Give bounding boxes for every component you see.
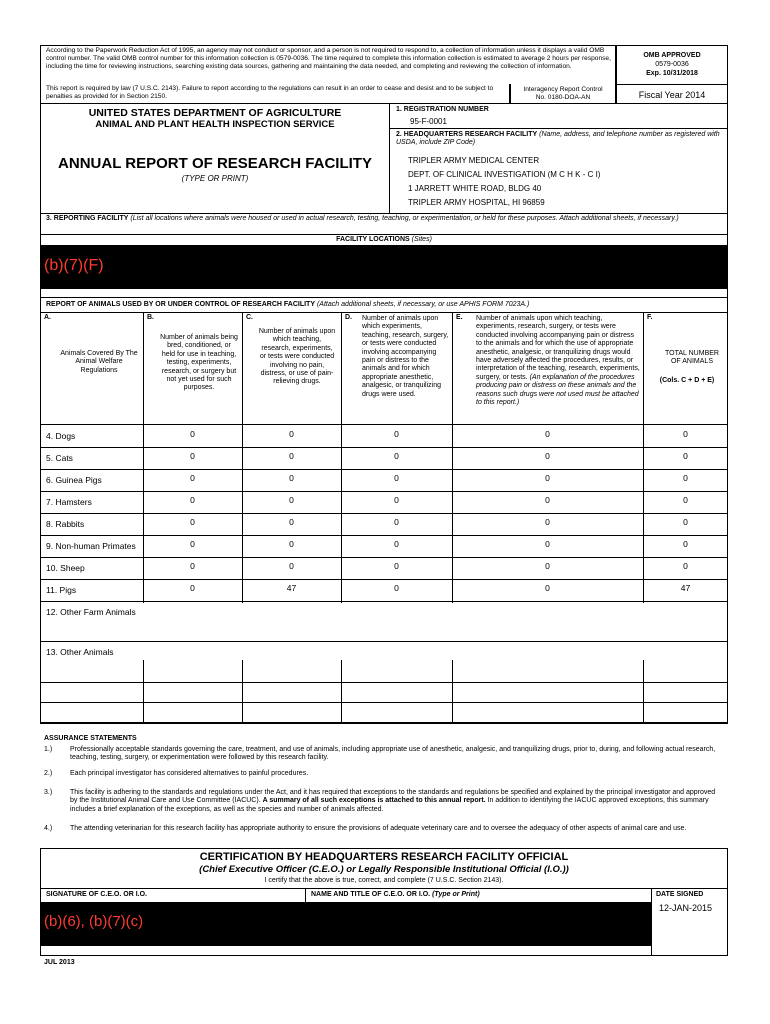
col-divider: [143, 660, 144, 723]
omb-title: OMB APPROVED: [643, 52, 701, 59]
cell-c: 0: [289, 495, 294, 505]
assurance-3-num: 3.): [44, 789, 53, 796]
row-label: 10. Sheep: [46, 563, 85, 573]
cell-b: 0: [190, 517, 195, 527]
hq-line-3: 1 JARRETT WHITE ROAD, BLDG 40: [408, 184, 542, 193]
cell-b: 0: [190, 495, 195, 505]
row-label: 12. Other Farm Animals: [46, 607, 136, 617]
reporting-facility-note: (List all locations where animals were housed or used in actual research, testing, teaching, or experimentation, or held for these purposes. Attach additional sheets, if necessary.): [130, 215, 679, 222]
row-label: 4. Dogs: [46, 431, 76, 441]
col-e-text: Number of animals upon which teaching, experiments, research, surgery, or tests were conducted involving accompanying pain or distress to the animals and for which the use of appropriate anesthetic, analgesic, or tranquilizing drugs would have adversely affected the procedures, results, or interpretation of the teaching, research, experiments, surgery, or tests.: [476, 315, 640, 381]
cell-b: 0: [190, 583, 195, 593]
cell-f: 47: [680, 583, 691, 593]
interagency-label: Interagency Report Control: [523, 86, 603, 93]
cell-d: 0: [394, 561, 399, 571]
law-notice: This report is required by law (7 U.S.C. 2143). Failure to report according to the regulations can result in an order to cease and desist and to be subject to penalties as provided for in Section 2150.: [46, 85, 494, 100]
cell-d: 0: [394, 473, 399, 483]
cell-f: 0: [683, 539, 688, 549]
facility-locations-heading: [40, 236, 728, 244]
row-divider: [40, 601, 728, 602]
assurance-2-text: Each principal investigator has considered alternatives to painful procedures.: [70, 770, 309, 777]
col-e-header: [476, 315, 640, 407]
cell-d: 0: [394, 451, 399, 461]
assurance-1-text: Professionally acceptable standards governing the care, treatment, and use of animals, including appropriate use of anesthetic, analgesic, and tranquilizing drugs, prior to, during, and following actual research, teaching, testing, surgery, or experimentation were followed by this research facility.: [70, 746, 716, 762]
omb-number: 0579-0036: [655, 61, 689, 68]
row-divider: [40, 447, 728, 448]
cell-f: 0: [683, 561, 688, 571]
cell-d: 0: [394, 495, 399, 505]
registration-label: 1. REGISTRATION NUMBER: [396, 106, 489, 113]
facility-locations-sites: (Sites): [411, 236, 432, 243]
row-divider: [40, 557, 728, 558]
cell-c: 0: [289, 429, 294, 439]
cell-f: 0: [683, 495, 688, 505]
date-signed-value: 12-JAN-2015: [659, 903, 713, 913]
cell-e: 0: [545, 451, 550, 461]
col-a-letter: A.: [44, 314, 51, 321]
cell-f: 0: [683, 451, 688, 461]
cell-f: 0: [683, 473, 688, 483]
form-revision-date: JUL 2013: [44, 959, 75, 966]
cell-b: 0: [190, 451, 195, 461]
hq-label-block: [396, 131, 722, 148]
row-label: 5. Cats: [46, 453, 73, 463]
hq-label: 2. HEADQUARTERS RESEARCH FACILITY: [396, 131, 538, 138]
animals-title: REPORT OF ANIMALS USED BY OR UNDER CONTROL OF RESEARCH FACILITY: [46, 301, 315, 308]
cell-f: 0: [683, 517, 688, 527]
row-divider: [40, 723, 728, 724]
row-label: 11. Pigs: [46, 585, 77, 595]
interagency-number: No. 0180-DOA-AN: [535, 94, 591, 101]
col-e-italic: (An explanation of the procedures producing pain or distress on these animals and the reasons such drugs were not used must be attached to this report.): [476, 373, 639, 407]
divider: [651, 888, 652, 956]
assurance-3-c: In addition to identifying the IACUC approved exceptions, this summary includes a brief explanation of the exceptions, as well as the species and number of animals affected.: [70, 797, 709, 813]
cell-c: 0: [289, 561, 294, 571]
divider: [616, 84, 728, 85]
fiscal-year: Fiscal Year 2014: [638, 90, 706, 100]
facility-locations-redaction: [40, 245, 728, 289]
assurance-3-text: [70, 789, 724, 814]
row-divider: [40, 579, 728, 580]
facility-locations-label: FACILITY LOCATIONS: [336, 236, 410, 243]
cell-c: 0: [289, 473, 294, 483]
col-c-header: Number of animals upon which teaching, research, experiments, or tests were conducted involving no pain, distress, or use of pain-relieving drugs.: [258, 328, 336, 386]
name-title-label-block: [311, 891, 480, 899]
signature-label: SIGNATURE OF C.E.O. OR I.O.: [46, 891, 147, 898]
divider: [40, 424, 728, 425]
name-title-label: NAME AND TITLE OF C.E.O. OR I.O.: [311, 891, 431, 898]
cell-e: 0: [545, 561, 550, 571]
divider: [40, 888, 728, 889]
omb-expiration: Exp. 10/31/2018: [646, 70, 698, 77]
col-a-header: Animals Covered By The Animal Welfare Regulations: [60, 350, 138, 374]
certification-title: CERTIFICATION BY HEADQUARTERS RESEARCH FACILITY OFFICIAL: [199, 851, 569, 863]
divider: [305, 888, 306, 902]
cell-e: 0: [545, 429, 550, 439]
col-divider: [452, 660, 453, 723]
form-title: ANNUAL REPORT OF RESEARCH FACILITY: [58, 155, 372, 172]
cell-f: 0: [683, 429, 688, 439]
col-d-header: Number of animals upon which experiments, teaching, research, surgery, or tests were conducted involving accompanying pain or distress to the animals and for which appropriate anesthetic, analgesic, or tranquilizing drugs were used.: [362, 315, 449, 398]
col-f-formula: (Cols. C + D + E): [659, 377, 715, 384]
certification-statement: I certify that the above is true, correct, and complete (7 U.S.C. Section 2143).: [264, 877, 504, 884]
assurance-title: ASSURANCE STATEMENTS: [44, 735, 137, 742]
row-divider: [40, 513, 728, 514]
cell-e: 0: [545, 495, 550, 505]
col-b-letter: B.: [147, 314, 154, 321]
cell-d: 0: [394, 517, 399, 527]
animals-table-title: [46, 301, 722, 309]
col-divider: [242, 660, 243, 723]
col-f-letter: F.: [647, 314, 653, 321]
assurance-4-num: 4.): [44, 825, 53, 832]
cell-d: 0: [394, 583, 399, 593]
cell-c: 0: [289, 517, 294, 527]
hq-line-4: TRIPLER ARMY HOSPITAL, HI 96859: [408, 198, 545, 207]
assurance-2-num: 2.): [44, 770, 53, 777]
cell-c: 47: [286, 583, 297, 593]
date-signed-label: DATE SIGNED: [656, 891, 704, 898]
facility-redaction-code: (b)(7)(F): [44, 257, 104, 274]
certification-subtitle: (Chief Executive Officer (C.E.O.) or Legally Responsible Institutional Official (I.O.)): [199, 864, 569, 875]
registration-number: 95-F-0001: [410, 117, 447, 126]
assurance-4-text: The attending veterinarian for this research facility has appropriate authority to ensure the provisions of adequate veterinary care and to oversee the adequacy of other aspects of animal care and use.: [70, 825, 687, 832]
row-label: 7. Hamsters: [46, 497, 92, 507]
cell-d: 0: [394, 429, 399, 439]
row-divider: [40, 535, 728, 536]
assurance-3-a: This facility is adhering to the standards and regulations under the Act, and it has required that exceptions to the standards and regulations be specified and explained by the principal investigator and approved by the Institutional Animal Care and Use Committee (IACUC).: [70, 789, 716, 805]
cell-e: 0: [545, 539, 550, 549]
animals-title-note: (Attach additional sheets, if necessary, or use APHIS FORM 7023A.): [316, 301, 530, 308]
signature-redaction-code: (b)(6), (b)(7)(c): [44, 913, 144, 930]
cell-b: 0: [190, 473, 195, 483]
cell-c: 0: [289, 539, 294, 549]
row-label: 8. Rabbits: [46, 519, 85, 529]
row-divider: [40, 469, 728, 470]
cell-b: 0: [190, 561, 195, 571]
paperwork-notice: According to the Paperwork Reduction Act of 1995, an agency may not conduct or sponsor, and a person is not required to respond to, a collection of information unless it displays a valid OMB control number. The valid OMB control number for this information collection is 0579-0036. The time required to complete this information collection is estimated to average 2 hours per response, including the time for reviewing instructions, searching existing data sources, gathering and maintaining the data needed, and completing and reviewing the collection of information.: [46, 47, 611, 70]
col-divider: [341, 660, 342, 723]
form-subtitle: (TYPE OR PRINT): [181, 174, 249, 183]
row-label: 9. Non-human Primates: [46, 541, 136, 551]
col-b-header: Number of animals being bred, conditioned, or held for use in teaching, testing, experiments, research, or surgery but not yet used for such purposes.: [160, 334, 238, 392]
hq-line-1: TRIPLER ARMY MEDICAL CENTER: [408, 156, 540, 165]
agency-line1: UNITED STATES DEPARTMENT OF AGRICULTURE: [88, 107, 342, 119]
reporting-facility-text: [46, 215, 722, 223]
name-title-note: (Type or Print): [432, 891, 480, 898]
row-divider: [40, 491, 728, 492]
hq-line-2: DEPT. OF CLINICAL INVESTIGATION (M C H K - C I): [408, 170, 601, 179]
col-d-letter: D.: [345, 314, 352, 321]
reporting-facility-label: 3. REPORTING FACILITY: [46, 215, 129, 222]
col-divider: [643, 660, 644, 723]
row-label: 6. Guinea Pigs: [46, 475, 102, 485]
row-label: 13. Other Animals: [46, 647, 114, 657]
cell-e: 0: [545, 583, 550, 593]
col-f-header: TOTAL NUMBER OF ANIMALS: [665, 350, 719, 366]
cell-b: 0: [190, 429, 195, 439]
col-e-letter: E.: [456, 314, 463, 321]
cell-d: 0: [394, 539, 399, 549]
cell-e: 0: [545, 473, 550, 483]
cell-b: 0: [190, 539, 195, 549]
cell-e: 0: [545, 517, 550, 527]
cell-c: 0: [289, 451, 294, 461]
agency-line2: ANIMAL AND PLANT HEALTH INSPECTION SERVICE: [95, 119, 335, 130]
divider: [40, 234, 728, 235]
row-divider: [40, 641, 728, 642]
col-c-letter: C.: [246, 314, 253, 321]
assurance-1-num: 1.): [44, 746, 53, 753]
assurance-3-b: A summary of all such exceptions is attached to this annual report.: [262, 797, 486, 805]
hq-label-note: (Name, address, and telephone number as registered with USDA, include ZIP Code): [396, 131, 720, 147]
